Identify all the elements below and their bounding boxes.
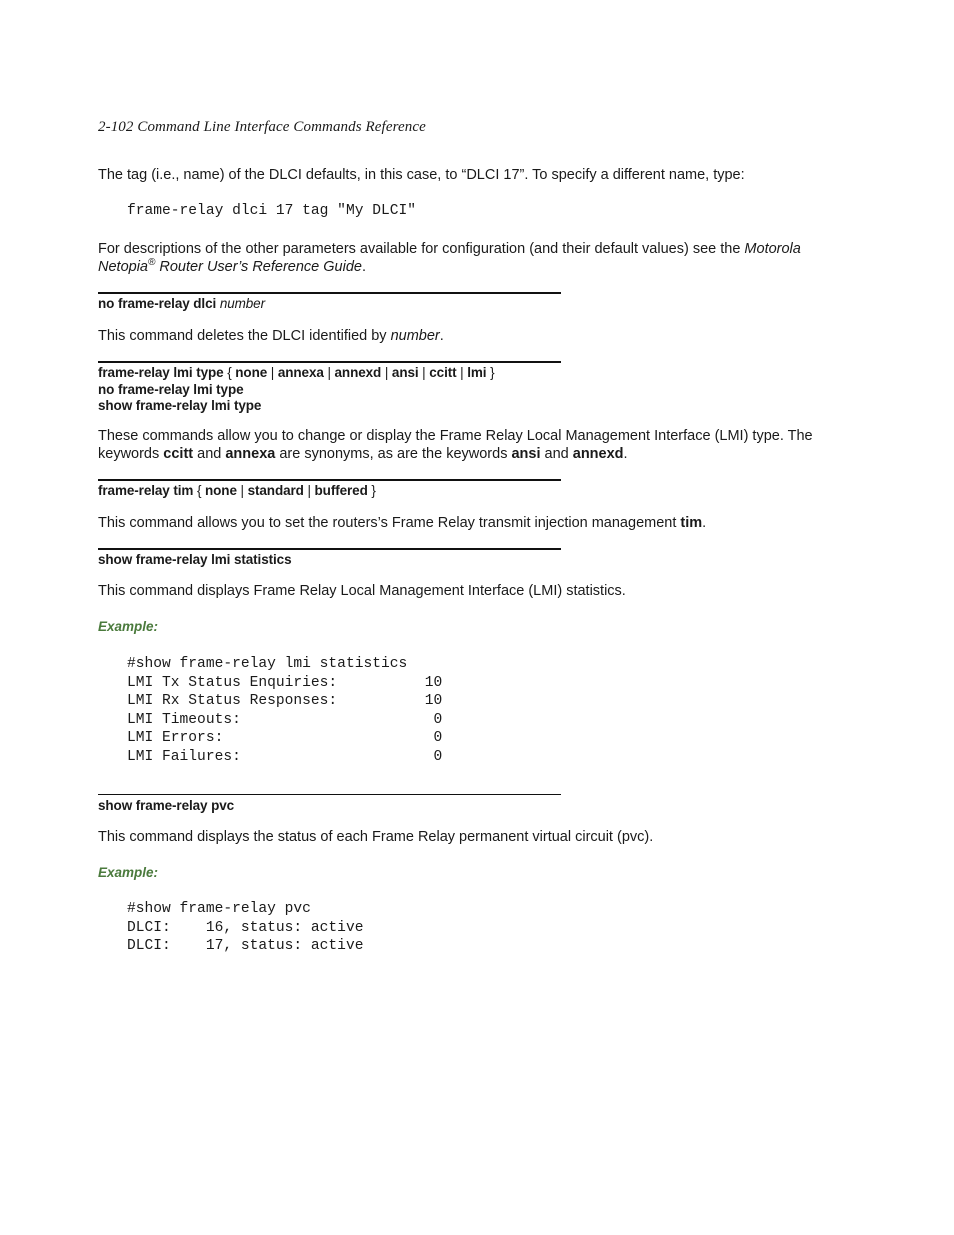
command-tim — [98, 483, 376, 500]
separator: | — [456, 365, 468, 380]
code-tag-example: frame-relay dlci 17 tag "My DLCI" — [127, 203, 417, 219]
command-name: frame-relay tim — [98, 483, 194, 498]
pvc-code-block — [127, 900, 363, 956]
keyword-ansi: ansi — [511, 446, 541, 462]
reference-text: For descriptions of the other parameters available for configuration (and their default values) see the — [98, 241, 745, 257]
description-end: . — [623, 446, 628, 462]
code-line: DLCI: 16, status: active — [127, 919, 364, 936]
description-text: keywords — [98, 446, 164, 462]
description-end: . — [439, 328, 444, 344]
command-lmi-statistics: show frame-relay lmi statistics — [98, 552, 292, 567]
intro-paragraph: The tag (i.e., name) of the DLCI defaults, in this case, to “DLCI 17”. To specify a different name, type: — [98, 167, 745, 183]
command-no-dlci — [98, 296, 265, 313]
description-text: and — [193, 446, 226, 462]
keyword-ccitt: ccitt — [163, 446, 194, 462]
option-standard: standard — [247, 483, 304, 498]
separator: | — [267, 365, 278, 380]
section-rule — [98, 479, 561, 481]
section-rule — [98, 548, 561, 550]
keyword-annexa: annexa — [225, 446, 276, 462]
keyword-tim: tim — [680, 515, 703, 531]
command-name: frame-relay lmi type — [98, 365, 224, 380]
option-ccitt: ccitt — [429, 365, 457, 380]
example-label: Example: — [98, 865, 159, 880]
command-name: no frame-relay dlci — [98, 296, 217, 311]
book-title-part2: Netopia — [98, 259, 148, 275]
code-line: LMI Failures: 0 — [127, 748, 443, 765]
description-text: This command deletes the DLCI identified by — [98, 328, 391, 344]
section-rule — [98, 794, 561, 795]
registered-mark: ® — [147, 257, 156, 269]
separator: | — [303, 483, 315, 498]
section-rule — [98, 292, 561, 294]
option-none: none — [235, 365, 268, 380]
command-line-3: show frame-relay lmi type — [98, 398, 262, 413]
separator: | — [381, 365, 392, 380]
code-line: LMI Tx Status Enquiries: 10 — [127, 674, 443, 691]
command-lmi-type — [98, 365, 495, 415]
code-line: LMI Rx Status Responses: 10 — [127, 693, 443, 710]
pvc-description: This command displays the status of each Frame Relay permanent virtual circuit (pvc). — [98, 829, 654, 845]
code-line: LMI Errors: 0 — [127, 730, 443, 747]
option-none: none — [205, 483, 237, 498]
brace-open: { — [223, 365, 236, 380]
option-annexa: annexa — [277, 365, 324, 380]
option-lmi: lmi — [467, 365, 487, 380]
lmi-statistics-code-block — [127, 655, 442, 767]
brace-close: } — [486, 365, 495, 380]
brace-close: } — [367, 483, 376, 498]
separator: | — [323, 365, 335, 380]
command-pvc: show frame-relay pvc — [98, 798, 235, 813]
description-line-1: These commands allow you to change or display the Frame Relay Local Management Interface (LMI) type. The — [98, 428, 813, 444]
option-buffered: buffered — [314, 483, 368, 498]
brace-open: { — [193, 483, 206, 498]
reference-end: . — [361, 259, 366, 275]
code-line: LMI Timeouts: 0 — [127, 711, 443, 728]
section-rule — [98, 361, 561, 363]
lmi-type-description — [98, 427, 878, 463]
code-line: #show frame-relay pvc — [127, 901, 311, 917]
description-line-2 — [98, 445, 878, 463]
lmi-statistics-description: This command displays Frame Relay Local Management Interface (LMI) statistics. — [98, 583, 626, 599]
separator: | — [236, 483, 248, 498]
description-text: are synonyms, as are the keywords — [275, 446, 512, 462]
no-dlci-description — [98, 327, 444, 345]
option-annexd: annexd — [334, 365, 382, 380]
command-line-2: no frame-relay lmi type — [98, 381, 244, 397]
description-end: . — [702, 515, 707, 531]
tim-description — [98, 514, 706, 532]
example-label: Example: — [98, 619, 159, 634]
running-header: 2-102 Command Line Interface Commands Reference — [98, 119, 426, 135]
description-text: This command allows you to set the routers’s Frame Relay transmit injection management — [98, 515, 681, 531]
book-title-part1: Motorola — [744, 241, 801, 257]
reference-paragraph — [98, 240, 868, 276]
command-line-1 — [98, 365, 495, 382]
keyword-annexd: annexd — [572, 446, 624, 462]
code-line: #show frame-relay lmi statistics — [127, 656, 408, 672]
option-ansi: ansi — [391, 365, 419, 380]
separator: | — [418, 365, 430, 380]
code-line: DLCI: 17, status: active — [127, 938, 364, 955]
description-text: and — [540, 446, 573, 462]
command-argument: number — [219, 296, 265, 311]
book-title-part3: Router User’s Reference Guide — [155, 259, 362, 275]
description-argument: number — [390, 328, 440, 344]
